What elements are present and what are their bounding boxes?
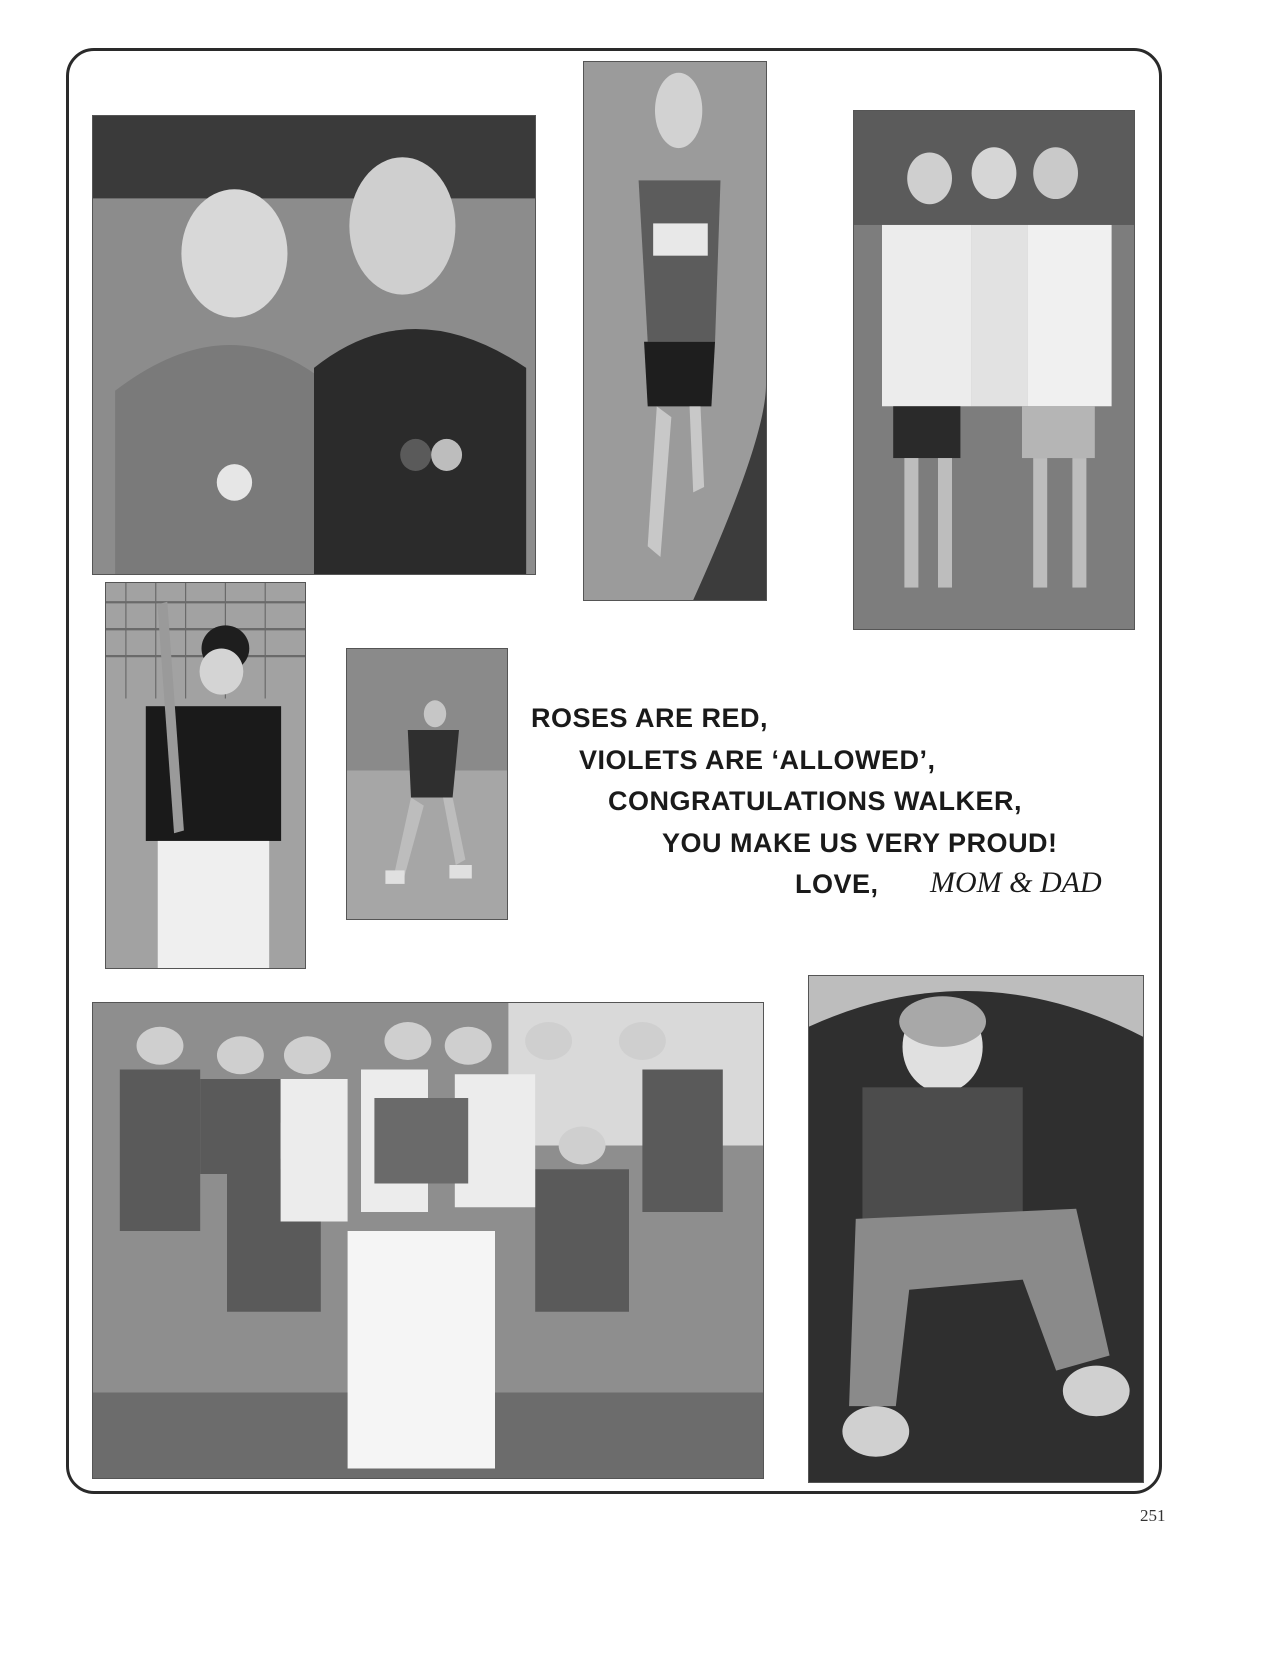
poem-love: LOVE,: [795, 869, 879, 899]
photo-three-friends: [853, 110, 1135, 630]
page-number: 251: [1140, 1506, 1166, 1525]
photo-two-boys-medals: [92, 115, 536, 575]
photo-basketball-player: [346, 648, 508, 920]
photo-child-beanbag: [808, 975, 1144, 1483]
photo-baseball-player: [105, 582, 306, 969]
photo-cross-country-team: [92, 1002, 764, 1479]
poem-line-1: ROSES ARE RED,: [531, 703, 769, 733]
photo-runner-15: [583, 61, 767, 601]
poem-line-3: CONGRATULATIONS WALKER,: [608, 786, 1022, 816]
poem-line-2: VIOLETS ARE ‘ALLOWED’,: [579, 745, 936, 775]
poem-line-4: YOU MAKE US VERY PROUD!: [662, 828, 1058, 858]
poem-signature: MOM & DAD: [930, 866, 1102, 899]
